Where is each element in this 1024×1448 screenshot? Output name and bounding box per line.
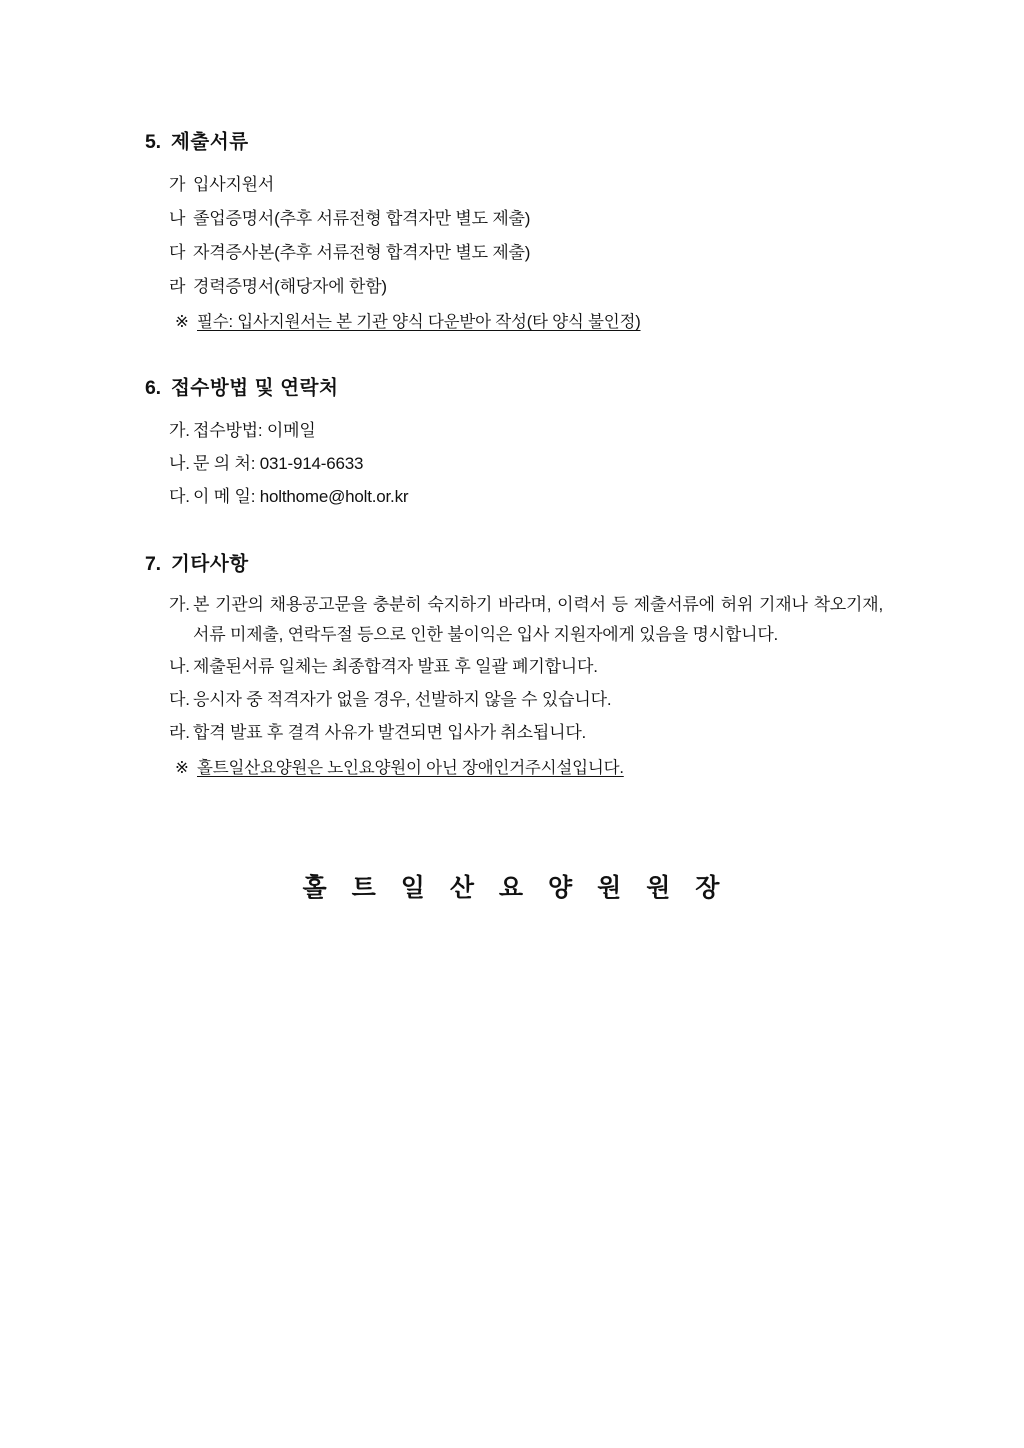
note-text: 홀트일산요양원은 노인요양원이 아닌 장애인거주시설입니다. bbox=[197, 758, 624, 777]
list-item bbox=[145, 270, 906, 304]
list-item bbox=[145, 236, 906, 270]
list-item-marker: 나. bbox=[169, 454, 190, 474]
list-item-text: 문 의 처: 031-914-6633 bbox=[193, 454, 364, 474]
list-item-text: 접수방법: 이메일 bbox=[193, 421, 316, 441]
list-item bbox=[145, 202, 906, 236]
list-item-marker: 가. bbox=[169, 594, 190, 614]
list-item-text-email: 이 메 일: holthome@holt.or.kr bbox=[193, 487, 409, 507]
section-7-note bbox=[145, 752, 906, 784]
section-6-heading bbox=[145, 372, 906, 400]
document-signature: 홀 트 일 산 요 양 원 원 장 bbox=[302, 873, 729, 902]
list-item-text: 경력증명서(해당자에 한함) bbox=[193, 277, 387, 296]
section-7-number: 7. bbox=[145, 552, 161, 575]
section-application-contact bbox=[145, 372, 906, 513]
note-text: 필수: 입사지원서는 본 기관 양식 다운받아 작성(타 양식 불인정) bbox=[197, 313, 641, 331]
list-item-marker: 라 bbox=[169, 277, 186, 296]
section-6-number: 6. bbox=[145, 377, 161, 400]
list-item-marker: 가 bbox=[169, 175, 186, 194]
list-item-marker: 다 bbox=[169, 243, 186, 262]
section-6-title: 접수방법 및 연락처 bbox=[171, 377, 339, 400]
list-item bbox=[145, 480, 906, 513]
list-item-text: 제출된서류 일체는 최종합격자 발표 후 일괄 폐기합니다. bbox=[193, 657, 598, 677]
list-item bbox=[145, 683, 906, 716]
list-item-marker: 다. bbox=[169, 487, 190, 507]
list-item bbox=[145, 168, 906, 202]
list-item-marker: 다. bbox=[169, 690, 190, 710]
list-item-text: 입사지원서 bbox=[193, 175, 275, 194]
list-item bbox=[145, 590, 906, 651]
list-item bbox=[145, 650, 906, 683]
note-marker-icon: ※ bbox=[175, 758, 189, 777]
section-7-title: 기타사항 bbox=[171, 552, 249, 575]
section-7-heading bbox=[145, 548, 906, 576]
section-5-heading bbox=[145, 126, 906, 154]
section-5-title: 제출서류 bbox=[171, 131, 249, 153]
list-item-text: 본 기관의 채용공고문을 충분히 숙지하기 바라며, 이력서 등 제출서류에 허위 기재나 착오기재, 서류 미제출, 연락두절 등으로 인한 불이익은 입사 지원자에게 있음을 명시합니다. bbox=[193, 594, 883, 644]
list-item-text: 응시자 중 적격자가 없을 경우, 선발하지 않을 수 있습니다. bbox=[193, 690, 612, 710]
section-submission-documents bbox=[145, 126, 906, 338]
list-item-marker: 나 bbox=[169, 209, 186, 228]
list-item-text: 합격 발표 후 결격 사유가 발견되면 입사가 취소됩니다. bbox=[193, 723, 587, 743]
section-5-note bbox=[145, 306, 906, 338]
list-item-marker: 라. bbox=[169, 723, 190, 743]
list-item-marker: 가. bbox=[169, 421, 190, 441]
list-item bbox=[145, 447, 906, 480]
list-item-text: 자격증사본(추후 서류전형 합격자만 별도 제출) bbox=[193, 243, 531, 262]
list-item bbox=[145, 716, 906, 749]
list-item bbox=[145, 414, 906, 447]
list-item-text: 졸업증명서(추후 서류전형 합격자만 별도 제출) bbox=[193, 209, 531, 228]
section-5-number: 5. bbox=[145, 131, 161, 153]
list-item-marker: 나. bbox=[169, 657, 190, 677]
section-other-matters bbox=[145, 548, 906, 784]
note-marker-icon: ※ bbox=[175, 313, 189, 331]
